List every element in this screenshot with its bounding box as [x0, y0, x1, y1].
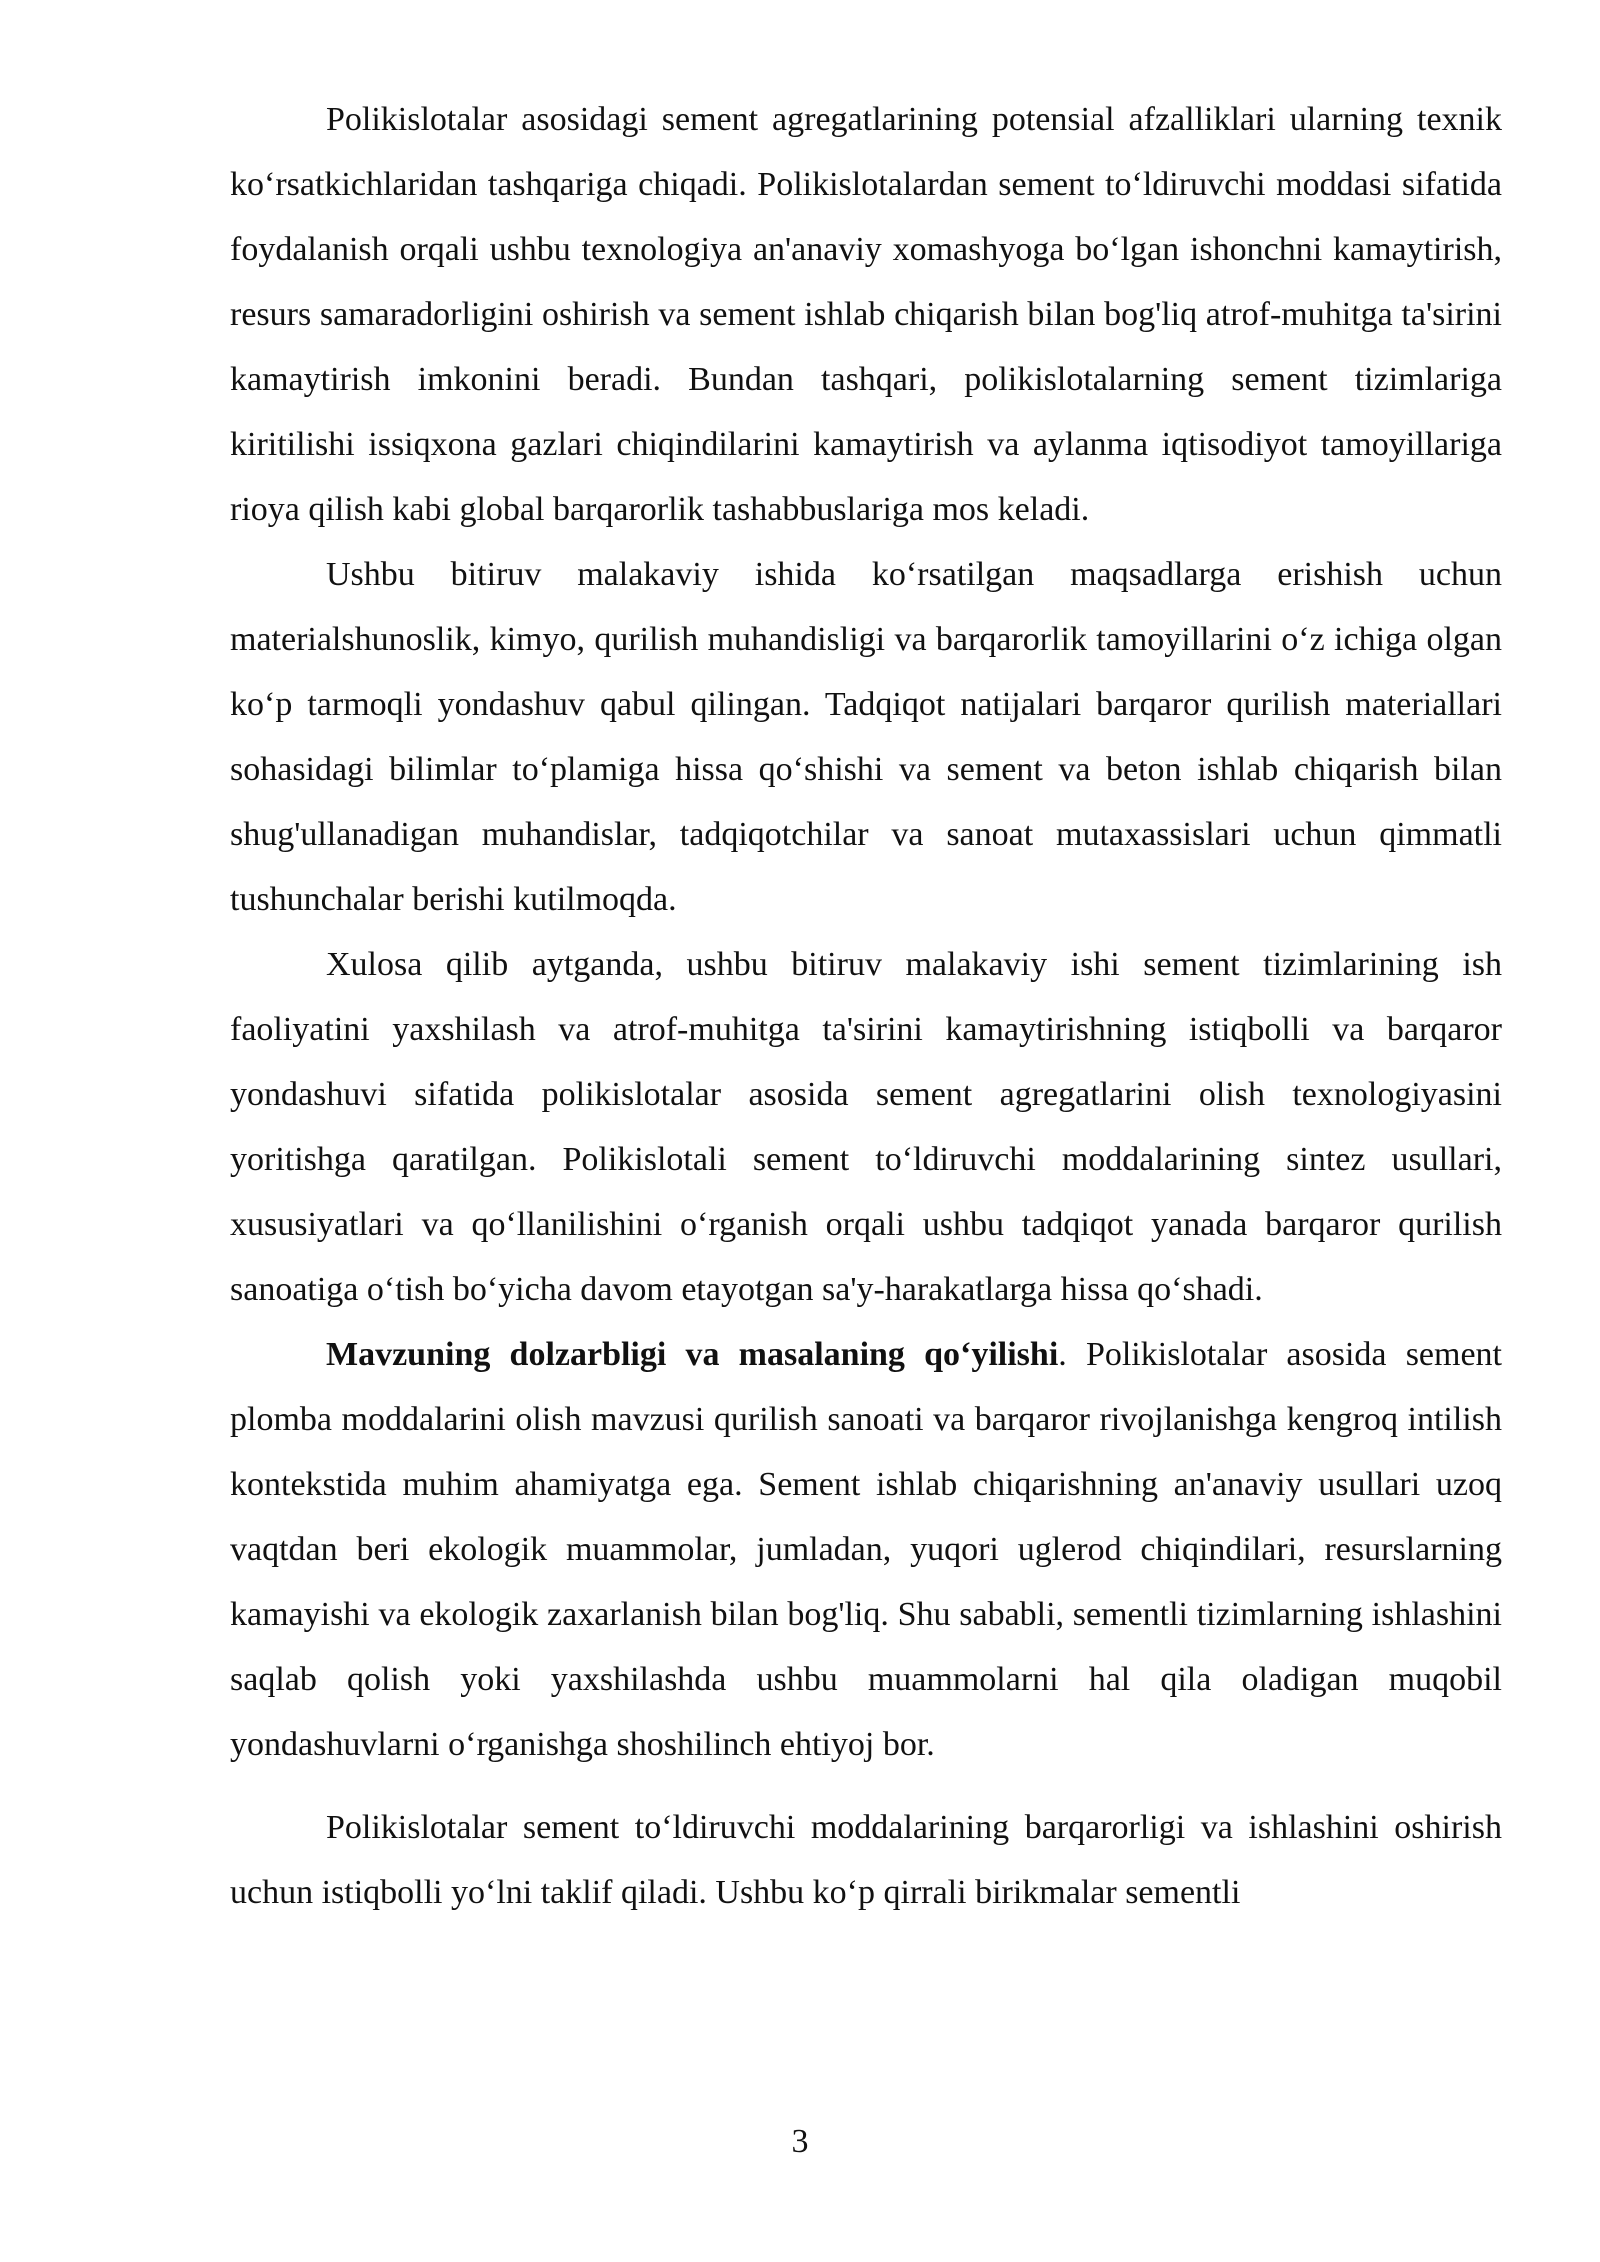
paragraph-multidisciplinary-approach: Ushbu bitiruv malakaviy ishida ko‘rsatilgan maqsadlarga erishish uchun materialshunoslik, kimyo, qurilish muhandisligi va barqarorlik tamoyillarini o‘z ichiga olgan ko‘p tarmoqli yondashuv qabul qilingan. Tadqiqot natijalari barqaror qurilish materiallari sohasidagi bilimlar to‘plamiga hissa qo‘shishi va sement va beton ishlab chiqarish bilan shug'ullanadigan muhandislar, tadqiqotchilar va sanoat mutaxassislari uchun qimmatli tushunchalar berishi kutilmoqda. [230, 556, 1502, 918]
section-heading-inline: Mavzuning dolzarbligi va masalaning qo‘yilishi [326, 1336, 1059, 1373]
paragraph-potential-advantages: Polikislotalar asosidagi sement agregatlarining potensial afzalliklari ularning texnik ko‘rsatkichlaridan tashqariga chiqadi. Polikislotalardan sement to‘ldiruvchi moddasi sifatida foydalanish orqali ushbu texnologiya an'anaviy xomashyoga bo‘lgan ishonchni kamaytirish, resurs samaradorligini oshirish va sement ishlab chiqarish bilan bog'liq atrof-muhitga ta'sirini kamaytirish imkonini beradi. Bundan tashqari, polikislotalarning sement tizimlariga kiritilishi issiqxona gazlari chiqindilarini kamaytirish va aylanma iqtisodiyot tamoyillariga rioya qilish kabi global barqarorlik tashabbuslariga mos keladi. [230, 101, 1502, 528]
paragraph-topic-relevance-text: . Polikislotalar asosida sement plomba moddalarini olish mavzusi qurilish sanoati va barqaror rivojlanishga kengroq intilish kontekstida muhim ahamiyatga ega. Sement ishlab chiqarishning an'anaviy usullari uzoq vaqtdan beri ekologik muammolar, jumladan, yuqori uglerod chiqindilari, resurslarning kamayishi va ekologik zaxarlanish bilan bog'liq. Shu sababli, sementli tizimlarning ishlashini saqlab qolish yoki yaxshilashda ushbu muammolarni hal qila oladigan muqobil yondashuvlarni o‘rganishga shoshilinch ehtiyoj bor. [230, 1336, 1503, 1763]
page-number: 3 [791, 2123, 809, 2160]
paragraph-conclusion: Xulosa qilib aytganda, ushbu bitiruv malakaviy ishi sement tizimlarining ish faoliyatini yaxshilash va atrof-muhitga ta'sirini kamaytirishning istiqbolli va barqaror yondashuvi sifatida polikislotalar asosida sement agregatlarini olish texnologiyasini yoritishga qaratilgan. Polikislotali sement to‘ldiruvchi moddalarining sintez usullari, xususiyatlari va qo‘llanilishini o‘rganish orqali ushbu tadqiqot yanada barqaror qurilish sanoatiga o‘tish bo‘yicha davom etayotgan sa'y-harakatlarga hissa qo‘shadi. [230, 946, 1502, 1308]
document-page [230, 87, 1502, 1925]
paragraph-polyacids-path: Polikislotalar sement to‘ldiruvchi moddalarining barqarorligi va ishlashini oshirish uchun istiqbolli yo‘lni taklif qiladi. Ushbu ko‘p qirrali birikmalar sementli [230, 1809, 1502, 1911]
paragraph-topic-relevance [230, 1322, 1502, 1777]
